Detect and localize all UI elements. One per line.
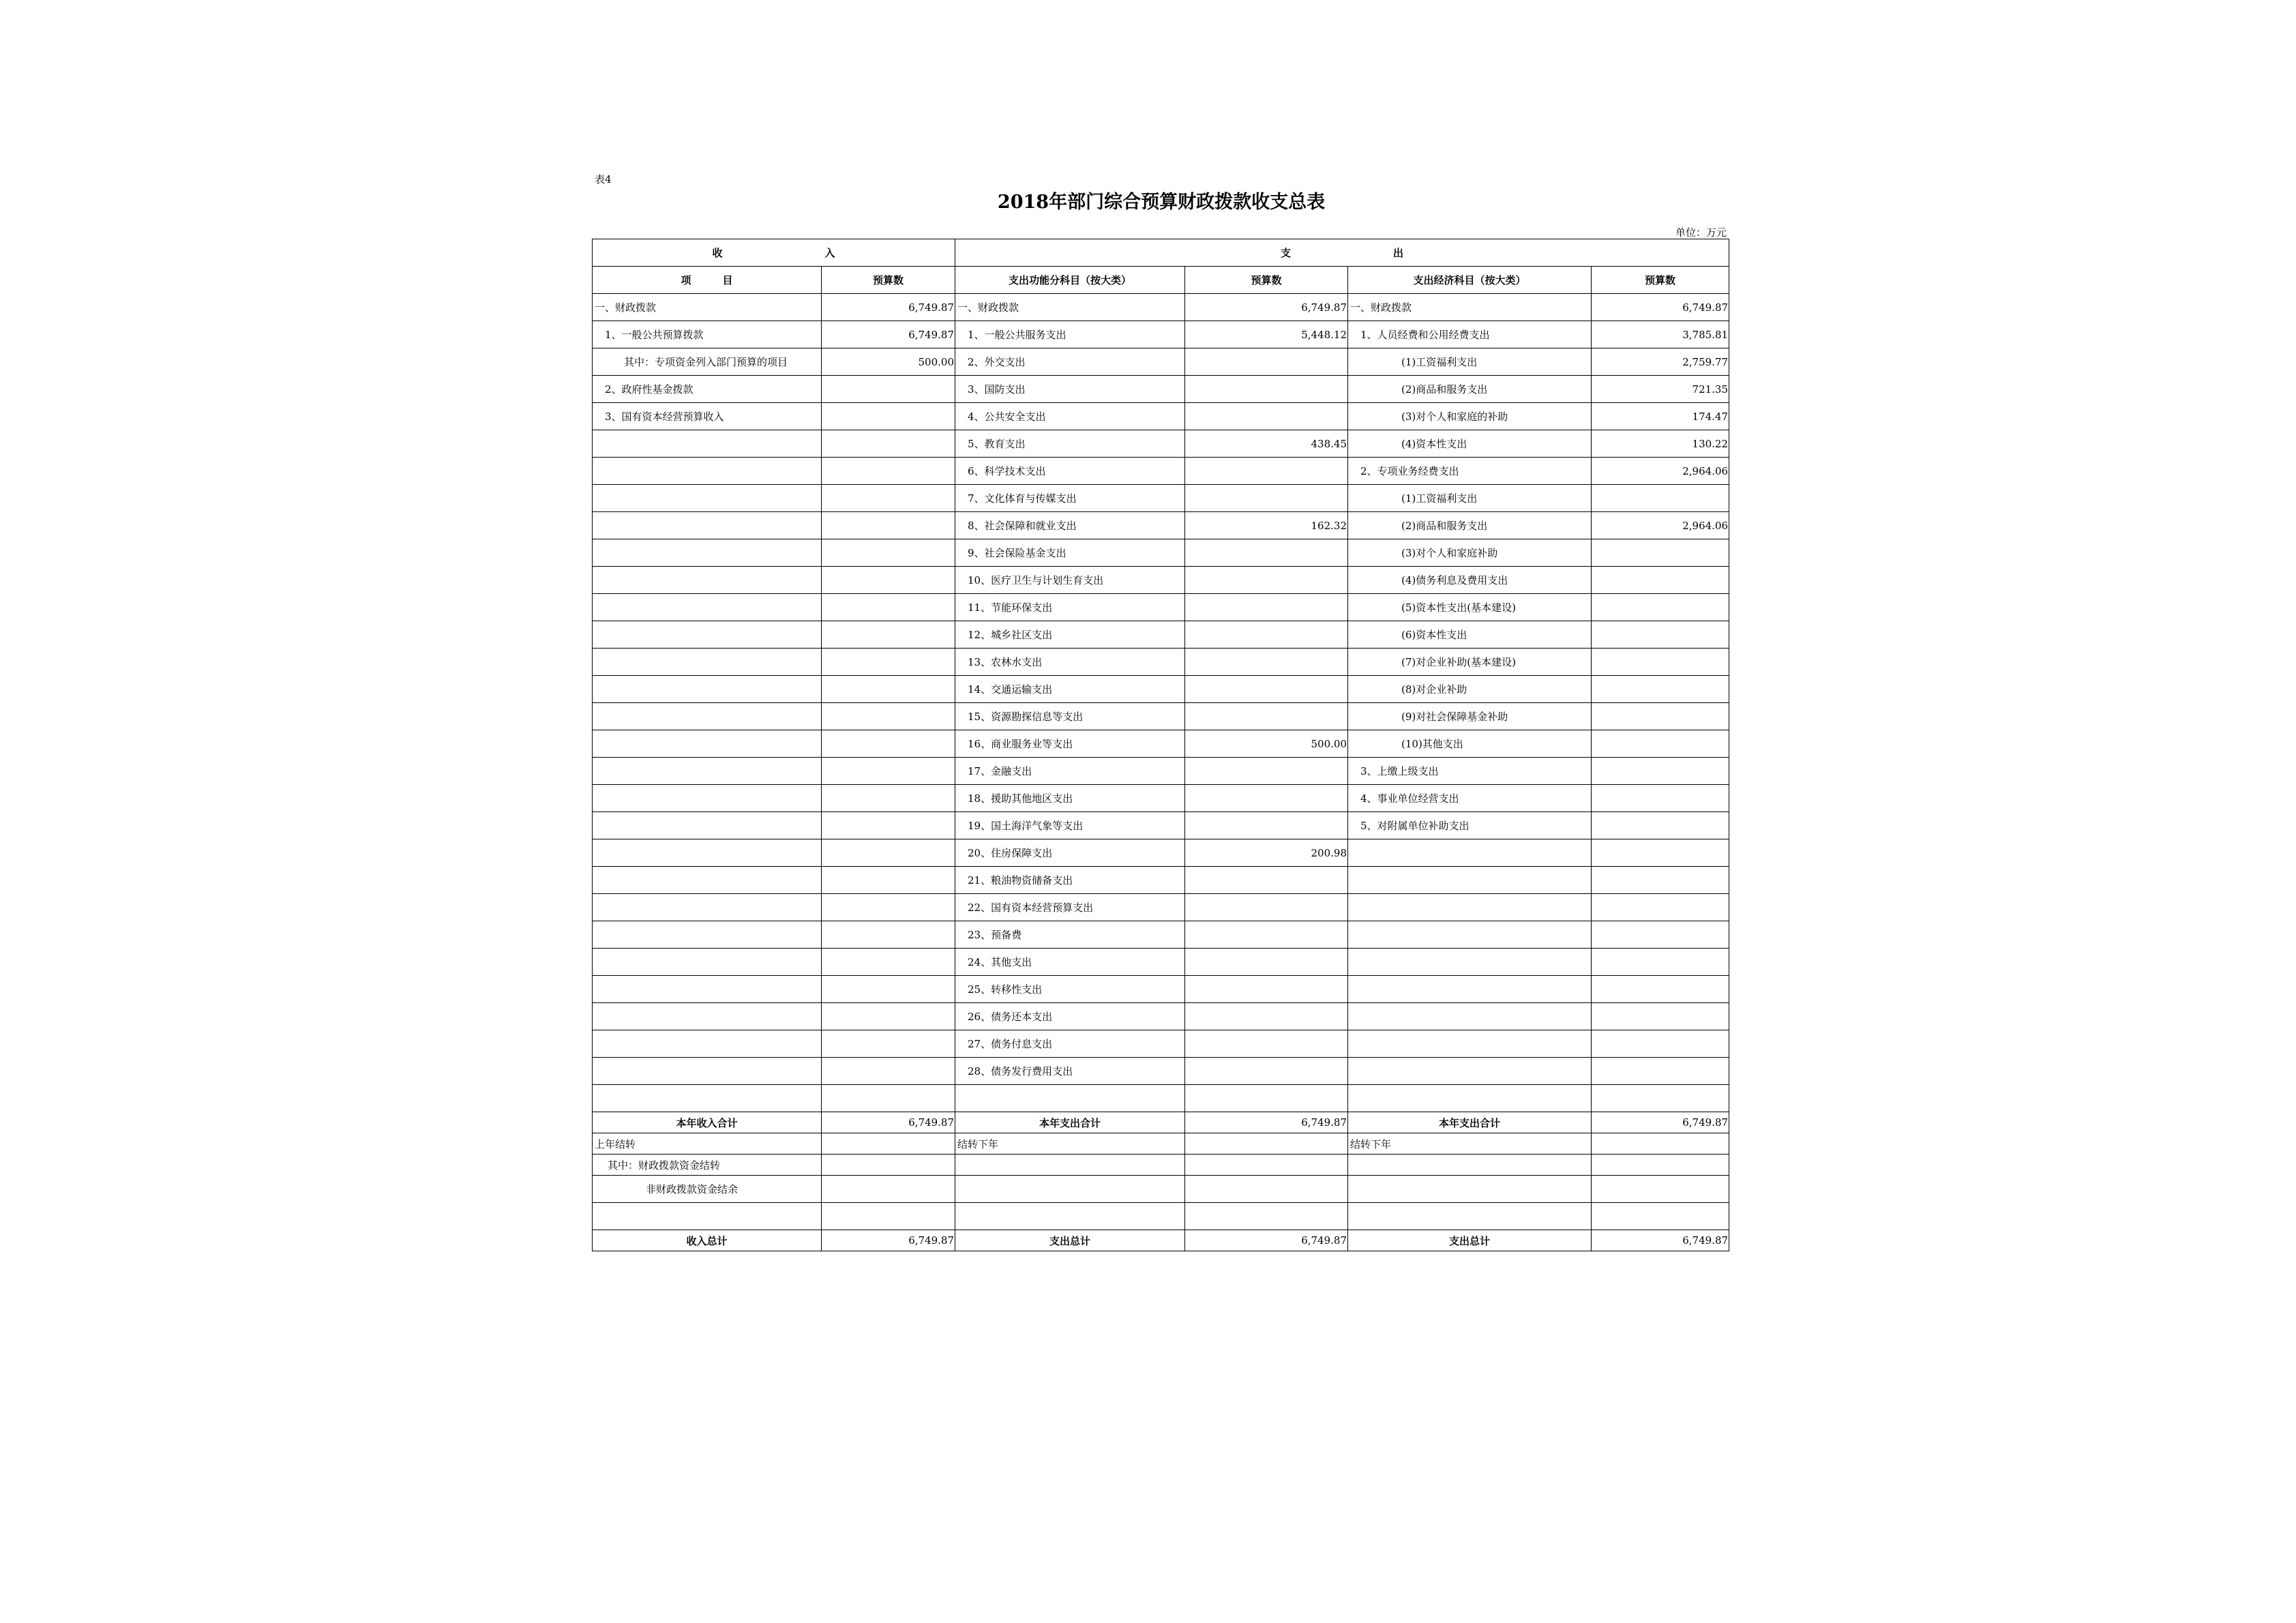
function-subject-cell: 6、科学技术支出 xyxy=(955,458,1185,485)
budget-table xyxy=(592,239,1729,1251)
income-item-cell xyxy=(593,758,822,785)
blank-row xyxy=(593,1203,1729,1230)
economic-subject-cell xyxy=(1348,867,1592,894)
function-budget-cell xyxy=(1185,376,1348,403)
function-budget-cell xyxy=(1185,758,1348,785)
economic-budget-cell xyxy=(1592,812,1729,839)
table-row xyxy=(593,839,1729,867)
table-row xyxy=(593,676,1729,703)
function-subject-cell: 9、社会保险基金支出 xyxy=(955,539,1185,567)
table-row xyxy=(593,403,1729,430)
income-item-cell xyxy=(593,976,822,1003)
economic-budget-cell xyxy=(1592,1003,1729,1030)
function-subject-cell: 7、文化体育与传媒支出 xyxy=(955,485,1185,512)
economic-subject-cell: (4)债务利息及费用支出 xyxy=(1348,567,1592,594)
economic-subject-cell: (8)对企业补助 xyxy=(1348,676,1592,703)
income-budget-cell xyxy=(822,430,955,458)
page-title: 2018年部门综合预算财政拨款收支总表 xyxy=(997,192,1326,213)
income-item-cell xyxy=(593,676,822,703)
income-item-cell xyxy=(593,867,822,894)
function-next-year-value xyxy=(1185,1133,1348,1155)
economic-subject-cell: (2)商品和服务支出 xyxy=(1348,376,1592,403)
economic-subtotal-label: 本年支出合计 xyxy=(1348,1112,1592,1133)
table-row xyxy=(593,649,1729,676)
economic-budget-cell xyxy=(1592,703,1729,730)
function-budget-cell xyxy=(1185,703,1348,730)
economic-subject-cell: 一、财政拨款 xyxy=(1348,294,1592,321)
table-row xyxy=(593,430,1729,458)
income-item-cell xyxy=(593,458,822,485)
table-row xyxy=(593,376,1729,403)
function-subject-cell: 26、债务还本支出 xyxy=(955,1003,1185,1030)
function-budget-cell xyxy=(1185,894,1348,921)
function-subject-cell: 20、住房保障支出 xyxy=(955,839,1185,867)
income-budget-cell xyxy=(822,539,955,567)
economic-budget-cell xyxy=(1592,1030,1729,1058)
economic-subject-cell: (5)资本性支出(基本建设) xyxy=(1348,594,1592,621)
income-item-cell xyxy=(593,730,822,758)
table-row xyxy=(593,1058,1729,1085)
function-budget-cell: 162.32 xyxy=(1185,512,1348,539)
function-subject-cell: 17、金融支出 xyxy=(955,758,1185,785)
economic-budget-cell xyxy=(1592,921,1729,949)
income-budget-cell xyxy=(822,485,955,512)
economic-subject-cell xyxy=(1348,1030,1592,1058)
economic-budget-header: 预算数 xyxy=(1592,267,1729,294)
income-item-cell xyxy=(593,512,822,539)
income-subtotal-label: 本年收入合计 xyxy=(593,1112,822,1133)
economic-subject-cell xyxy=(1348,976,1592,1003)
function-budget-cell xyxy=(1185,403,1348,430)
income-total-value: 6,749.87 xyxy=(822,1230,955,1251)
income-item-cell xyxy=(593,1003,822,1030)
economic-budget-cell xyxy=(1592,1085,1729,1112)
function-budget-cell xyxy=(1185,1085,1348,1112)
income-budget-cell xyxy=(822,758,955,785)
function-subject-cell: 14、交通运输支出 xyxy=(955,676,1185,703)
function-subject-cell: 3、国防支出 xyxy=(955,376,1185,403)
income-item-cell: 其中：专项资金列入部门预算的项目 xyxy=(593,348,822,376)
function-budget-cell xyxy=(1185,621,1348,649)
income-item-cell xyxy=(593,949,822,976)
economic-subject-cell: 1、人员经费和公用经费支出 xyxy=(1348,321,1592,348)
function-budget-cell: 438.45 xyxy=(1185,430,1348,458)
prev-year-carry-value xyxy=(822,1133,955,1155)
grand-total-row xyxy=(593,1230,1729,1251)
function-subject-cell: 1、一般公共服务支出 xyxy=(955,321,1185,348)
table-row xyxy=(593,621,1729,649)
income-budget-cell xyxy=(822,1030,955,1058)
economic-subject-cell: 3、上缴上级支出 xyxy=(1348,758,1592,785)
function-subject-cell: 28、债务发行费用支出 xyxy=(955,1058,1185,1085)
function-subject-cell: 21、粮油物资储备支出 xyxy=(955,867,1185,894)
economic-subject-cell xyxy=(1348,949,1592,976)
group-header-row xyxy=(593,239,1729,267)
economic-budget-cell: 2,964.06 xyxy=(1592,512,1729,539)
function-budget-cell xyxy=(1185,1003,1348,1030)
income-budget-cell xyxy=(822,676,955,703)
income-item-cell xyxy=(593,1058,822,1085)
income-item-cell xyxy=(593,594,822,621)
economic-budget-cell xyxy=(1592,676,1729,703)
economic-budget-cell xyxy=(1592,730,1729,758)
economic-budget-cell: 2,759.77 xyxy=(1592,348,1729,376)
economic-budget-cell: 2,964.06 xyxy=(1592,458,1729,485)
function-subject-cell: 11、节能环保支出 xyxy=(955,594,1185,621)
function-budget-cell: 200.98 xyxy=(1185,839,1348,867)
expense-group-header: 支 出 xyxy=(955,239,1729,267)
income-budget-cell: 500.00 xyxy=(822,348,955,376)
column-header-row xyxy=(593,267,1729,294)
income-budget-cell xyxy=(822,1058,955,1085)
function-subject-header: 支出功能分科目（按大类） xyxy=(955,267,1185,294)
economic-budget-cell xyxy=(1592,539,1729,567)
income-budget-cell xyxy=(822,376,955,403)
table-row xyxy=(593,1085,1729,1112)
income-item-cell: 一、财政拨款 xyxy=(593,294,822,321)
function-subject-cell: 18、援助其他地区支出 xyxy=(955,785,1185,812)
economic-budget-cell xyxy=(1592,567,1729,594)
subtotal-row xyxy=(593,1112,1729,1133)
income-item-cell xyxy=(593,621,822,649)
function-subject-cell: 27、债务付息支出 xyxy=(955,1030,1185,1058)
function-budget-cell xyxy=(1185,1030,1348,1058)
function-subject-cell: 10、医疗卫生与计划生育支出 xyxy=(955,567,1185,594)
income-budget-header: 预算数 xyxy=(822,267,955,294)
nonfiscal-balance-row xyxy=(593,1176,1729,1203)
economic-budget-cell xyxy=(1592,1058,1729,1085)
function-budget-cell xyxy=(1185,567,1348,594)
income-item-cell xyxy=(593,894,822,921)
function-subject-cell: 19、国土海洋气象等支出 xyxy=(955,812,1185,839)
income-budget-cell xyxy=(822,730,955,758)
table-row xyxy=(593,867,1729,894)
economic-subject-cell: (3)对个人和家庭补助 xyxy=(1348,539,1592,567)
economic-budget-cell xyxy=(1592,949,1729,976)
economic-budget-cell xyxy=(1592,621,1729,649)
income-item-cell xyxy=(593,812,822,839)
function-subtotal-value: 6,749.87 xyxy=(1185,1112,1348,1133)
economic-subject-cell: (3)对个人和家庭的补助 xyxy=(1348,403,1592,430)
economic-total-value: 6,749.87 xyxy=(1592,1230,1729,1251)
table-row xyxy=(593,921,1729,949)
function-next-year-label: 结转下年 xyxy=(955,1133,1185,1155)
income-item-cell: 3、国有资本经营预算收入 xyxy=(593,403,822,430)
nonfiscal-balance-label: 非财政拨款资金结余 xyxy=(593,1176,822,1203)
function-subject-cell: 13、农林水支出 xyxy=(955,649,1185,676)
income-item-cell xyxy=(593,785,822,812)
function-subject-cell: 5、教育支出 xyxy=(955,430,1185,458)
income-budget-cell xyxy=(822,867,955,894)
function-budget-cell xyxy=(1185,867,1348,894)
function-subject-cell xyxy=(955,1085,1185,1112)
economic-subject-cell: (4)资本性支出 xyxy=(1348,430,1592,458)
income-budget-cell xyxy=(822,567,955,594)
income-item-cell xyxy=(593,921,822,949)
income-budget-cell: 6,749.87 xyxy=(822,294,955,321)
income-item-cell xyxy=(593,839,822,867)
economic-budget-cell xyxy=(1592,649,1729,676)
income-budget-cell xyxy=(822,703,955,730)
function-subtotal-label: 本年支出合计 xyxy=(955,1112,1185,1133)
income-budget-cell xyxy=(822,649,955,676)
economic-budget-cell xyxy=(1592,594,1729,621)
carry-over-row xyxy=(593,1133,1729,1155)
function-budget-cell xyxy=(1185,458,1348,485)
economic-total-label: 支出总计 xyxy=(1348,1230,1592,1251)
economic-subject-cell xyxy=(1348,1058,1592,1085)
income-item-cell xyxy=(593,567,822,594)
economic-budget-cell xyxy=(1592,785,1729,812)
income-budget-cell xyxy=(822,976,955,1003)
income-item-cell xyxy=(593,539,822,567)
income-budget-cell xyxy=(822,403,955,430)
income-item-cell: 2、政府性基金拨款 xyxy=(593,376,822,403)
income-budget-cell xyxy=(822,921,955,949)
income-budget-cell xyxy=(822,621,955,649)
function-budget-cell xyxy=(1185,348,1348,376)
function-total-label: 支出总计 xyxy=(955,1230,1185,1251)
economic-subject-cell: 2、专项业务经费支出 xyxy=(1348,458,1592,485)
income-item-cell xyxy=(593,1030,822,1058)
economic-budget-cell xyxy=(1592,867,1729,894)
function-budget-cell xyxy=(1185,594,1348,621)
table-row xyxy=(593,458,1729,485)
function-budget-cell xyxy=(1185,676,1348,703)
table-row xyxy=(593,730,1729,758)
economic-subject-cell: (6)资本性支出 xyxy=(1348,621,1592,649)
table-row xyxy=(593,567,1729,594)
economic-subject-cell: (1)工资福利支出 xyxy=(1348,348,1592,376)
unit-label: 单位：万元 xyxy=(1675,226,1727,239)
function-budget-cell: 6,749.87 xyxy=(1185,294,1348,321)
economic-budget-cell: 3,785.81 xyxy=(1592,321,1729,348)
function-budget-cell xyxy=(1185,949,1348,976)
function-subject-cell: 24、其他支出 xyxy=(955,949,1185,976)
income-item-cell xyxy=(593,1085,822,1112)
economic-next-year-label: 结转下年 xyxy=(1348,1133,1592,1155)
income-budget-cell xyxy=(822,1085,955,1112)
function-subject-cell: 16、商业服务业等支出 xyxy=(955,730,1185,758)
item-column-header: 项 目 xyxy=(593,267,822,294)
function-budget-cell xyxy=(1185,976,1348,1003)
income-item-cell xyxy=(593,430,822,458)
income-budget-cell xyxy=(822,894,955,921)
income-item-cell xyxy=(593,703,822,730)
function-subject-cell: 4、公共安全支出 xyxy=(955,403,1185,430)
income-budget-cell xyxy=(822,949,955,976)
income-budget-cell xyxy=(822,458,955,485)
economic-budget-cell xyxy=(1592,976,1729,1003)
function-subject-cell: 15、资源勘探信息等支出 xyxy=(955,703,1185,730)
function-subject-cell: 25、转移性支出 xyxy=(955,976,1185,1003)
table-row xyxy=(593,1030,1729,1058)
function-subject-cell: 22、国有资本经营预算支出 xyxy=(955,894,1185,921)
economic-subject-cell: (7)对企业补助(基本建设) xyxy=(1348,649,1592,676)
function-budget-header: 预算数 xyxy=(1185,267,1348,294)
economic-budget-cell: 721.35 xyxy=(1592,376,1729,403)
economic-subject-cell xyxy=(1348,894,1592,921)
table-row xyxy=(593,703,1729,730)
prev-year-carry-label: 上年结转 xyxy=(593,1133,822,1155)
economic-subtotal-value: 6,749.87 xyxy=(1592,1112,1729,1133)
income-item-cell xyxy=(593,649,822,676)
table-row xyxy=(593,348,1729,376)
table-row xyxy=(593,1003,1729,1030)
economic-subject-cell: (9)对社会保障基金补助 xyxy=(1348,703,1592,730)
income-budget-cell xyxy=(822,812,955,839)
fiscal-balance-label: 其中：财政拨款资金结转 xyxy=(593,1155,822,1176)
economic-subject-cell: (2)商品和服务支出 xyxy=(1348,512,1592,539)
table-row xyxy=(593,294,1729,321)
economic-subject-cell: 5、对附属单位补助支出 xyxy=(1348,812,1592,839)
function-subject-cell: 8、社会保障和就业支出 xyxy=(955,512,1185,539)
table-row xyxy=(593,758,1729,785)
function-budget-cell xyxy=(1185,485,1348,512)
income-item-cell: 1、一般公共预算拨款 xyxy=(593,321,822,348)
economic-subject-cell xyxy=(1348,1003,1592,1030)
income-budget-cell xyxy=(822,785,955,812)
economic-budget-cell: 6,749.87 xyxy=(1592,294,1729,321)
economic-subject-cell xyxy=(1348,839,1592,867)
function-subject-cell: 12、城乡社区支出 xyxy=(955,621,1185,649)
economic-subject-cell: (10)其他支出 xyxy=(1348,730,1592,758)
economic-budget-cell xyxy=(1592,485,1729,512)
function-subject-cell: 2、外交支出 xyxy=(955,348,1185,376)
function-subject-cell: 一、财政拨款 xyxy=(955,294,1185,321)
income-budget-cell xyxy=(822,512,955,539)
income-total-label: 收入总计 xyxy=(593,1230,822,1251)
function-budget-cell: 5,448.12 xyxy=(1185,321,1348,348)
economic-budget-cell xyxy=(1592,758,1729,785)
income-item-cell xyxy=(593,485,822,512)
economic-subject-cell: 4、事业单位经营支出 xyxy=(1348,785,1592,812)
table-row xyxy=(593,594,1729,621)
table-row xyxy=(593,812,1729,839)
income-budget-cell xyxy=(822,1003,955,1030)
table-row xyxy=(593,321,1729,348)
function-budget-cell xyxy=(1185,921,1348,949)
income-budget-cell xyxy=(822,839,955,867)
table-number: 表4 xyxy=(595,173,612,185)
table-row xyxy=(593,949,1729,976)
table-row xyxy=(593,485,1729,512)
function-budget-cell xyxy=(1185,539,1348,567)
economic-budget-cell xyxy=(1592,839,1729,867)
function-subject-cell: 23、预备费 xyxy=(955,921,1185,949)
function-budget-cell xyxy=(1185,812,1348,839)
economic-subject-cell: (1)工资福利支出 xyxy=(1348,485,1592,512)
economic-next-year-value xyxy=(1592,1133,1729,1155)
function-budget-cell: 500.00 xyxy=(1185,730,1348,758)
table-row xyxy=(593,512,1729,539)
economic-subject-cell xyxy=(1348,921,1592,949)
economic-subject-header: 支出经济科目（按大类） xyxy=(1348,267,1592,294)
economic-budget-cell: 174.47 xyxy=(1592,403,1729,430)
economic-budget-cell: 130.22 xyxy=(1592,430,1729,458)
income-budget-cell: 6,749.87 xyxy=(822,321,955,348)
function-budget-cell xyxy=(1185,1058,1348,1085)
fiscal-balance-row xyxy=(593,1155,1729,1176)
table-row xyxy=(593,976,1729,1003)
economic-subject-cell xyxy=(1348,1085,1592,1112)
table-row xyxy=(593,539,1729,567)
table-row xyxy=(593,785,1729,812)
table-row xyxy=(593,894,1729,921)
income-subtotal-value: 6,749.87 xyxy=(822,1112,955,1133)
economic-budget-cell xyxy=(1592,894,1729,921)
function-total-value: 6,749.87 xyxy=(1185,1230,1348,1251)
function-budget-cell xyxy=(1185,649,1348,676)
income-budget-cell xyxy=(822,594,955,621)
function-budget-cell xyxy=(1185,785,1348,812)
income-group-header: 收 入 xyxy=(593,239,955,267)
